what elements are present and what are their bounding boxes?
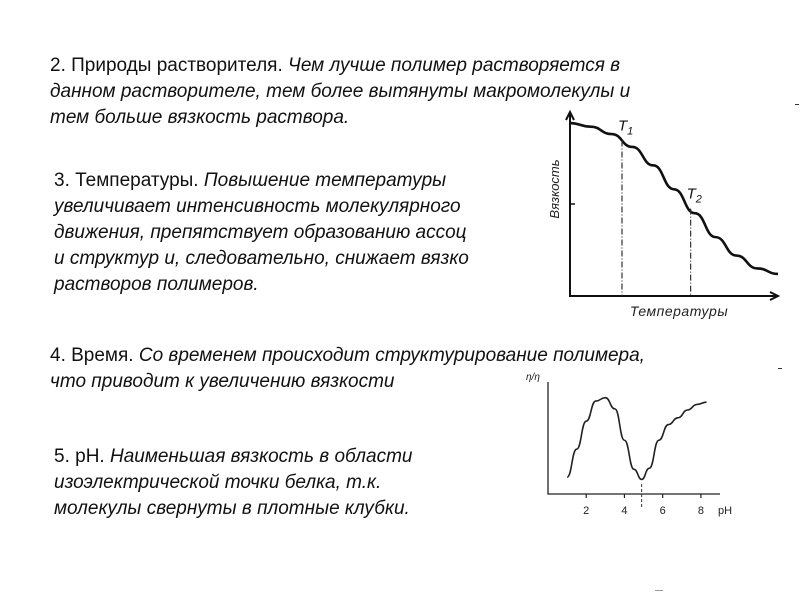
marker-label-base: T — [686, 185, 696, 203]
paragraph-line — [54, 220, 469, 246]
lead-text: 2. Природы растворителя. — [50, 55, 289, 76]
decorative-dash — [778, 368, 782, 369]
viscosity-temperature-chart — [540, 104, 785, 319]
x-tick-label: 4 — [621, 505, 628, 517]
italic-text: данном растворителе, тем более вытянуты макромолекулы и — [50, 81, 631, 102]
italic-text: и структур и, следовательно, снижает вязко — [54, 248, 469, 269]
x-tick-label: 8 — [697, 505, 704, 517]
italic-text: Повышение температуры — [203, 170, 447, 191]
paragraph-line — [50, 53, 630, 79]
paragraph-line — [54, 168, 469, 194]
x-tick-label: 6 — [659, 505, 666, 517]
paragraph-line — [54, 194, 469, 220]
axis — [548, 382, 720, 494]
paragraph-line — [50, 79, 630, 105]
lead-text: 4. Время. — [50, 345, 139, 366]
decorative-dash — [795, 104, 799, 105]
italic-text: растворов полимеров. — [54, 274, 259, 295]
paragraph-ph — [54, 444, 412, 522]
marker-label-base: T — [618, 117, 628, 135]
italic-text: Чем лучше полимер растворяется в — [288, 55, 621, 76]
italic-text: тем больше вязкость раствора. — [50, 107, 350, 128]
italic-text: увеличивает интенсивность молекулярного — [54, 196, 461, 217]
italic-text: молекулы свернуты в плотные клубки. — [54, 498, 410, 519]
paragraph-temperature — [54, 168, 469, 298]
x-tick-label: 2 — [583, 505, 590, 517]
x-axis-label: pH — [718, 505, 733, 517]
y-axis-label: Вязкость — [547, 159, 562, 219]
viscosity-ph-chart — [520, 368, 735, 528]
italic-text: Наименьшая вязкость в области — [109, 446, 413, 467]
x-axis-label: Температуры — [629, 303, 729, 319]
paragraph-line — [54, 246, 469, 272]
italic-text: Со временем происходит структурирование полимера, — [138, 345, 645, 366]
italic-text: изоэлектрической точки белка, т.к. — [54, 472, 382, 493]
marker-label — [618, 118, 633, 138]
italic-text: что приводит к увеличению вязкости — [50, 371, 395, 392]
paragraph-line — [54, 496, 412, 522]
paragraph-line — [54, 444, 412, 470]
axis — [570, 112, 778, 296]
series-line — [570, 123, 778, 274]
italic-text: движения, препятствует образованию ассоц — [54, 222, 467, 243]
paragraph-line — [54, 470, 412, 496]
marker-label-sub: 2 — [695, 193, 702, 206]
marker-label-sub: 1 — [627, 125, 634, 138]
marker-label — [687, 186, 702, 206]
series-line — [567, 398, 707, 480]
decorative-dash — [655, 590, 663, 591]
y-axis-label: η/η — [526, 372, 540, 383]
paragraph-line — [54, 272, 469, 298]
lead-text: 5. pH. — [54, 446, 110, 467]
paragraph-line — [50, 343, 645, 369]
lead-text: 3. Температуры. — [54, 170, 204, 191]
